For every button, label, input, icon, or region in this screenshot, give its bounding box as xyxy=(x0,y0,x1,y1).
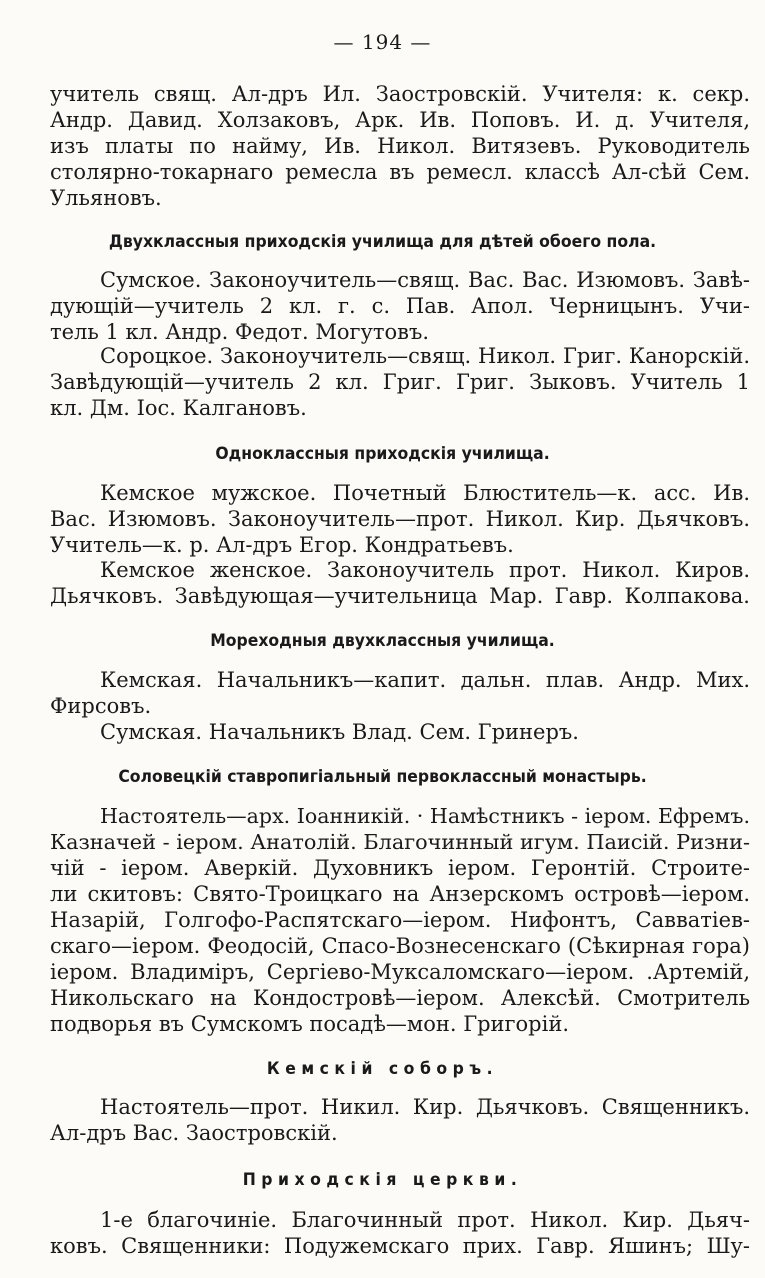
text-line: Настоятель—арх. Іоанникій. · Намѣстникъ - іером. Ефремъ. xyxy=(100,804,750,828)
text-line: Кемское женское. Законоучитель прот. Никол. Киров. xyxy=(100,558,750,582)
text-line: столярно-токарнаго ремесла въ ремесл. классѣ Ал-сѣй Сем. xyxy=(50,160,750,184)
text-line: ли скитовъ: Свято-Троицкаго на Анзерскомъ островѣ—іером. xyxy=(50,882,750,906)
text-line: Андр. Давид. Холзаковъ, Арк. Ив. Поповъ. И. д. Учителя, xyxy=(50,108,750,132)
text-line: Завѣдующій—учитель 2 кл. Григ. Григ. Зыковъ. Учитель 1 xyxy=(50,370,750,394)
section-heading: Одноклассныя приходскія училища. xyxy=(215,444,550,464)
text-line: ковъ. Священники: Подужемскаго прих. Гавр. Яшинъ; Шу- xyxy=(50,1234,750,1258)
text-line: Сумская. Начальникъ Влад. Сем. Гринеръ. xyxy=(100,720,579,744)
text-line: Назарій, Голгофо-Распятскаго—іером. Нифонтъ, Савватіев- xyxy=(50,908,750,932)
text-line: іером. Владиміръ, Сергіево-Муксаломскаго—іером. .Артемій, xyxy=(50,960,750,984)
text-line: Настоятель—прот. Никил. Кир. Дьячковъ. Священникъ. xyxy=(100,1095,750,1119)
text-line: Ульяновъ. xyxy=(50,186,162,210)
text-line: Кемское мужское. Почетный Блюститель—к. асс. Ив. xyxy=(100,481,750,505)
text-line: Дьячковъ. Завѣдующая—учительница Мар. Гавр. Колпакова. xyxy=(50,584,750,608)
text-line: Кемская. Начальникъ—капит. дальн. плав. Андр. Мих. xyxy=(100,668,750,692)
section-heading: Мореходныя двухклассныя училища. xyxy=(210,631,555,651)
text-line: Учитель—к. р. Ал-дръ Егор. Кондратьевъ. xyxy=(50,533,514,557)
section-heading: Соловецкій ставропигіальный первоклассный монастырь. xyxy=(118,767,647,787)
text-line: Сумское. Законоучитель—свящ. Вас. Вас. Изюмовъ. Завѣ- xyxy=(100,268,750,292)
section-heading: Двухклассныя приходскія училища для дѣтей обоего пола. xyxy=(108,232,657,252)
text-line: дующій—учитель 2 кл. г. с. Пав. Апол. Черницынъ. Учи- xyxy=(50,294,750,318)
text-line: 1-е благочиніе. Благочинный прот. Никол. Кир. Дьяч- xyxy=(100,1208,750,1232)
text-line: скаго—іером. Феодосій, Спасо-Вознесенскаго (Сѣкирная гора) xyxy=(50,934,750,958)
text-line: кл. Дм. Іос. Калгановъ. xyxy=(50,396,307,420)
text-line: Сороцкое. Законоучитель—свящ. Никол. Григ. Канорскій. xyxy=(100,344,750,368)
section-heading: Кемскій соборъ. xyxy=(266,1059,499,1079)
text-line: Вас. Изюмовъ. Законоучитель—прот. Никол. Кир. Дьячковъ. xyxy=(50,507,750,531)
text-line: Никольскаго на Кондостровѣ—іером. Алексѣй. Смотритель xyxy=(50,986,750,1010)
text-line: чій - іером. Аверкій. Духовникъ іером. Геронтій. Строите- xyxy=(50,856,750,880)
text-line: подворья въ Сумскомъ посадѣ—мон. Григорій. xyxy=(50,1012,570,1036)
text-line: Казначей - іером. Анатолій. Благочинный игум. Паисій. Ризни- xyxy=(50,830,750,854)
page-number: — 194 — xyxy=(333,30,432,54)
text-line: Ал-дръ Вас. Заостровскій. xyxy=(50,1121,338,1145)
text-line: тель 1 кл. Андр. Федот. Могутовъ. xyxy=(50,320,429,344)
text-line: учитель свящ. Ал-дръ Ил. Заостровскій. Учителя: к. секр. xyxy=(50,82,750,106)
text-line: Фирсовъ. xyxy=(50,694,152,718)
text-line: изъ платы по найму, Ив. Никол. Витязевъ. Руководитель xyxy=(50,134,750,158)
section-heading: Приходскія церкви. xyxy=(242,1170,523,1190)
